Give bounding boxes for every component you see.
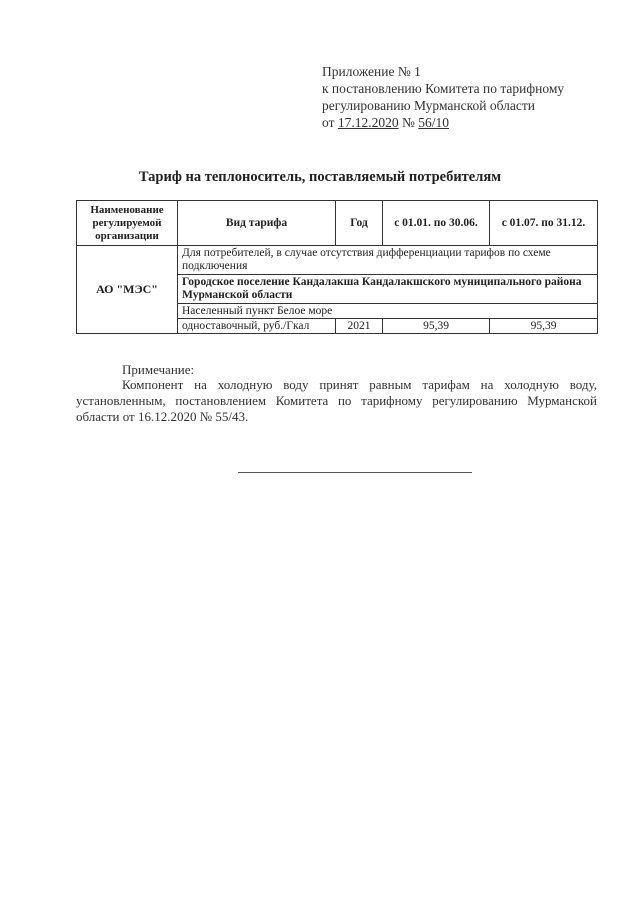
tariff-table bbox=[76, 200, 598, 334]
consumers-row-cell: Для потребителей, в случае отсутствия дифференциации тарифов по схеме подключения bbox=[178, 246, 598, 275]
number-prefix: № bbox=[398, 115, 419, 130]
date-prefix: от bbox=[322, 115, 338, 130]
header-org: Наименование регулируемой организации bbox=[77, 201, 178, 246]
header-period-1: с 01.01. по 30.06. bbox=[383, 201, 490, 246]
resolution-number: 56/10 bbox=[418, 115, 450, 130]
appendix-line-1: Приложение № 1 bbox=[322, 64, 421, 79]
resolution-date: 17.12.2020 bbox=[337, 115, 399, 130]
note-body: Компонент на холодную воду принят равным тарифам на холодную воду, установленным, постановлением Комитета по тарифному регулированию Мурманской области от 16.12.2020 № 55/43. bbox=[76, 377, 597, 424]
header-tariff-type: Вид тарифа bbox=[178, 201, 336, 246]
appendix-header bbox=[322, 63, 564, 131]
year-cell: 2021 bbox=[336, 319, 383, 334]
divider-line bbox=[238, 472, 472, 473]
period-1-value-cell: 95,39 bbox=[383, 319, 490, 334]
appendix-line-2: к постановлению Комитета по тарифному bbox=[322, 81, 565, 96]
document-title: Тариф на теплоноситель, поставляемый потребителям bbox=[138, 169, 502, 185]
period-2-value-cell: 95,39 bbox=[490, 319, 598, 334]
header-year: Год bbox=[336, 201, 383, 246]
tariff-type-cell: одноставочный, руб./Гкал bbox=[178, 319, 336, 334]
locality-row-cell: Населенный пункт Белое море bbox=[178, 304, 598, 319]
table-row bbox=[77, 246, 598, 275]
municipality-row-cell: Городское поселение Кандалакша Кандалакшского муниципального района Мурманской области bbox=[178, 275, 598, 304]
note-title: Примечание: bbox=[122, 362, 195, 377]
appendix-date-line bbox=[322, 114, 564, 131]
header-period-2: с 01.07. по 31.12. bbox=[490, 201, 598, 246]
table-header-row bbox=[77, 201, 598, 246]
org-name-cell: АО "МЭС" bbox=[77, 246, 178, 334]
appendix-line-3: регулированию Мурманской области bbox=[322, 98, 535, 113]
